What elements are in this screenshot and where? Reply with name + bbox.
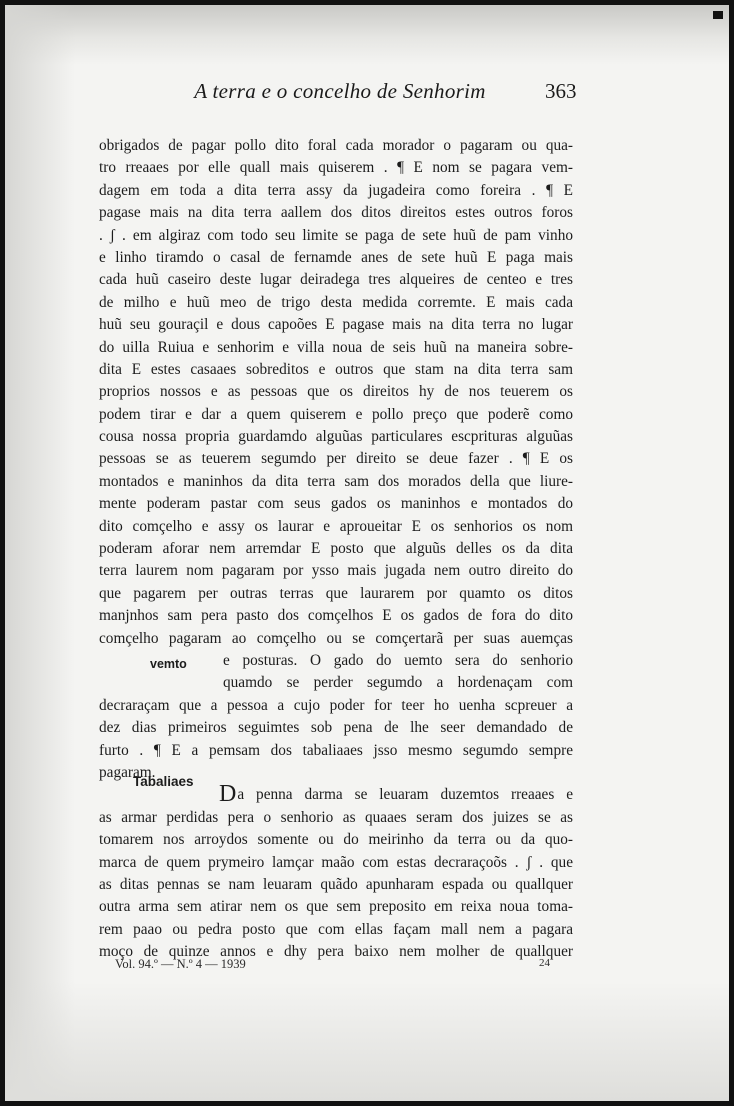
text-line: as ditas pennas se nam leuaram quãdo apunharam espada ou quallquer <box>99 875 573 893</box>
text-line: dez dias primeiros seguimtes sob pena de lhe seer demandado de <box>99 719 573 737</box>
dropcap-letter: D <box>219 781 237 808</box>
text-line: do uilla Ruiua e senhorim e villa noua de seis huũ na maneira sobre- <box>99 338 573 356</box>
text-line: terra laurem nom pagaram por ysso mais jugada nem outro direito do <box>99 562 573 580</box>
text-line: cousa nossa propria guardamdo alguũas particulares escprituras alguũas <box>99 428 573 446</box>
text-line: . ʃ . em algiraz com todo seu limite se paga de sete huũ de pam vinho <box>99 226 573 244</box>
text-line: que pagarem per outras terras que laurarem por quamto os ditos <box>99 584 573 602</box>
scan-shadow-top <box>5 5 729 65</box>
text-line: furto . ¶ E a pemsam dos tabaliaaes jsso mesmo segumdo sempre <box>99 741 573 759</box>
running-title: A terra e o concelho de Senhorim <box>194 79 486 103</box>
text-line: podem tirar e dar a quem quiserem e pollo preço que poderẽ como <box>99 405 573 423</box>
text-line: obrigados de pagar pollo dito foral cada morador o pagaram ou qua- <box>99 137 573 154</box>
text-line: comçelho pagaram ao comçelho ou se comçertarã per suas auemças <box>99 629 573 647</box>
text-line: quamdo se perder segumdo a hordenaçam com <box>223 674 573 692</box>
footer-volume: Vol. 94.º — N.º 4 — 1939 <box>115 957 246 971</box>
text-line: marca de quem prymeiro lamçar maão com estas decraraçoõs . ʃ . que <box>99 853 573 871</box>
scan-shadow-left <box>5 5 75 1101</box>
text-line: tomarem nos arroydos somente ou do meirinho da terra ou da quo- <box>99 831 573 849</box>
footer-signature: 24 <box>539 957 550 969</box>
margin-note-tabaliaes: Tabaliaes <box>133 774 194 789</box>
text-line: mente poderam pastar com seus gados os maninhos e montados do <box>99 495 573 513</box>
text-line: e linho tiramdo o casal de fernamde anes de sete huũ E paga mais <box>99 248 573 266</box>
text-line: pagaram. <box>99 763 156 781</box>
text-line: e posturas. O gado do uemto sera do senhorio <box>223 651 573 669</box>
text-line: de milho e huũ meo de trigo desta medida corremte. E mais cada <box>99 293 573 311</box>
text-line: dita E estes casaaes sobreditos e outros que stam na dita terra sam <box>99 360 573 378</box>
body-text <box>99 135 573 963</box>
text-line: moço de quinze annos e dhy pera baixo nem molher de quallquer <box>99 943 573 961</box>
text-line: outra arma sem atirar nem os que sem preposito em reixa noua toma- <box>99 898 573 916</box>
text-line: tro rreaaes por elle quall mais quiserem . ¶ E nom se pagara vem- <box>99 159 573 177</box>
margin-note-vemto: vemto <box>150 657 187 671</box>
scan-shadow-bottom <box>5 981 729 1101</box>
text-line: cada huũ caseiro deste lugar deiradega tres alqueires de centeo e tres <box>99 271 573 289</box>
text-line: dagem em toda a dita terra assy da jugadeira como foreira . ¶ E <box>99 181 573 199</box>
text-line: proprios nossos e as pessoas que os direitos hy de nos teuerem os <box>99 383 573 401</box>
scan-corner-mark <box>713 11 723 19</box>
text-line: pessoas se as teuerem segumdo per direito se deue fazer . ¶ E os <box>99 450 573 468</box>
text-line: as armar perdidas pera o senhorio as quaaes seram dos juizes se as <box>99 808 573 826</box>
text-line: manjnhos sam pera pasto dos comçelhos E os gados de fora do dito <box>99 607 573 625</box>
text-line: huũ seu gouraçil e dous capoões E pagase mais na dita terra no lugar <box>99 316 573 334</box>
text-line: pagase mais na dita terra aallem dos ditos direitos estes outros foros <box>99 204 573 222</box>
text-line: a penna darma se leuaram duzemtos rreaaes e <box>237 786 573 804</box>
text-line: dito comçelho e assy os laurar e aproueitar E os senhorios os nom <box>99 517 573 535</box>
text-line: montados e maninhos da dita terra sam dos morados della que liure- <box>99 472 573 490</box>
page-number: 363 <box>545 79 577 103</box>
text-line: decraraçam que a pessoa a cujo poder for teer ho uenha scpreuer a <box>99 696 573 714</box>
text-line: poderam aforar nem arremdar E posto que alguũs delles os da dita <box>99 540 573 558</box>
text-line: rem paao ou pedra posto que com ellas façam mall nem a pagara <box>99 920 573 938</box>
